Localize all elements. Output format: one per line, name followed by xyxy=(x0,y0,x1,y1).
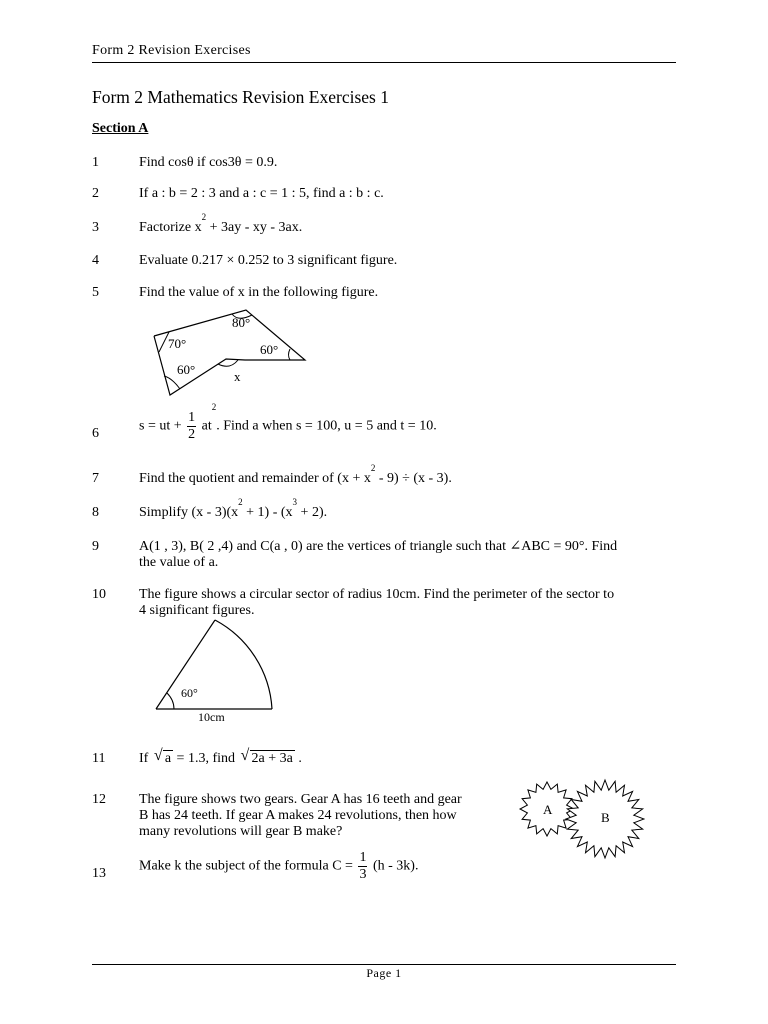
question-text: Simplify $(x - 3)(x^2 + 1) - (x^3 + 2)$. xyxy=(139,497,328,520)
angle-label-bottom: 60° xyxy=(177,362,196,377)
question-number: 8 xyxy=(92,505,99,520)
quadrilateral-outline xyxy=(154,310,305,395)
question-text: Factorize $x^2 + 3ay$ - xy - 3ax. xyxy=(139,212,303,235)
sector-angle-label: 60° xyxy=(181,686,198,700)
question-text: Find cosθ if cos3θ = 0.9. xyxy=(139,155,278,170)
angle-label-top: 80° xyxy=(232,315,251,330)
question-text: The figure shows a circular sector of radius 10cm. Find the perimeter of the sector to 4 significant figures. xyxy=(139,587,615,618)
question-number: 3 xyxy=(92,220,99,235)
question-number: 4 xyxy=(92,253,99,268)
question-text: The figure shows two gears. Gear A has 16 teeth and gear B has 24 teeth. If gear A makes 24 revolutions, then how many revolutions will gear B make? xyxy=(139,792,462,839)
sector-angle-arc xyxy=(167,693,174,709)
footer-rule xyxy=(92,964,676,965)
question-number: 10 xyxy=(92,587,106,602)
header-rule xyxy=(92,62,676,63)
question-number: 2 xyxy=(92,186,99,201)
question-number: 6 xyxy=(92,426,99,441)
angle-arc-right xyxy=(289,349,291,360)
question-text: If √ a = 1.3, find √ 2a + 3a . xyxy=(139,747,302,766)
question-number: 5 xyxy=(92,285,99,300)
document-title: Form 2 Mathematics Revision Exercises 1 xyxy=(92,87,389,107)
running-header: Form 2 Revision Exercises xyxy=(92,43,251,58)
question-number: 9 xyxy=(92,539,99,554)
gear-a-label: A xyxy=(543,802,553,817)
page-number: Page 1 xyxy=(366,966,402,980)
question-number: 7 xyxy=(92,471,99,486)
question-number: 13 xyxy=(92,866,106,881)
question-text: Evaluate 0.217 × 0.252 to 3 significant figure. xyxy=(139,253,398,268)
gears-figure xyxy=(515,775,645,865)
sector-arc xyxy=(215,620,272,709)
square-root-expression: √ 2a + 3a xyxy=(240,747,293,766)
fraction-one-half: $\frac{1}{2}$ xyxy=(188,410,196,442)
question-number: 11 xyxy=(92,751,106,766)
question-number: 12 xyxy=(92,792,106,807)
question-text: Find the quotient and remainder of $(x + x^2 - 9) \div (x - 3)$. xyxy=(139,463,452,486)
sector-figure xyxy=(140,612,290,727)
question-text: s = ut + $\frac{1}{2}$ $at^2$. Find a when s = 100, u = 5 and t = 10. xyxy=(139,402,437,442)
question-number: 1 xyxy=(92,155,99,170)
question-text: Find the value of x in the following figure. xyxy=(139,285,379,300)
section-heading: Section A xyxy=(92,121,149,136)
question-text: If a : b = 2 : 3 and a : c = 1 : 5, find a : b : c. xyxy=(139,186,384,201)
square-root-a: √ a xyxy=(153,747,172,766)
question-text: A(1 , 3), B( 2 ,4) and C(a , 0) are the vertices of triangle such that ∠ABC = 90°. Find the value of a. xyxy=(139,539,618,570)
gear-b-label: B xyxy=(601,810,610,825)
fraction-one-third: $\frac{1}{3}$ xyxy=(359,850,367,882)
angle-label-right: 60° xyxy=(260,342,279,357)
quadrilateral-figure xyxy=(140,300,320,400)
angle-arc-x xyxy=(218,360,238,366)
unknown-label: x xyxy=(234,369,241,384)
question-text: Make k the subject of the formula C = $\frac{1}{3}$ (h - 3k). xyxy=(139,850,419,882)
sector-radius-label: 10cm xyxy=(198,710,225,724)
angle-label-left: 70° xyxy=(168,336,187,351)
